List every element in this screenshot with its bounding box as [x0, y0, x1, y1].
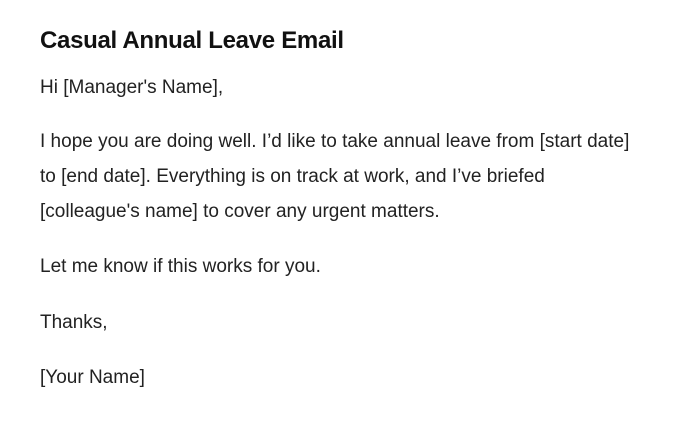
document-title: Casual Annual Leave Email [40, 27, 344, 54]
email-greeting: Hi [Manager's Name], [40, 77, 224, 98]
email-closing-line: Let me know if this works for you. [40, 256, 321, 277]
email-signature: [Your Name] [40, 367, 145, 388]
email-body-paragraph: I hope you are doing well. I’d like to take annual leave from [start date] to [end date]. Everything is on track at work, and I’ve briefed [colleague's name] to cover any urgent matters. [40, 131, 630, 222]
email-signoff: Thanks, [40, 312, 108, 333]
